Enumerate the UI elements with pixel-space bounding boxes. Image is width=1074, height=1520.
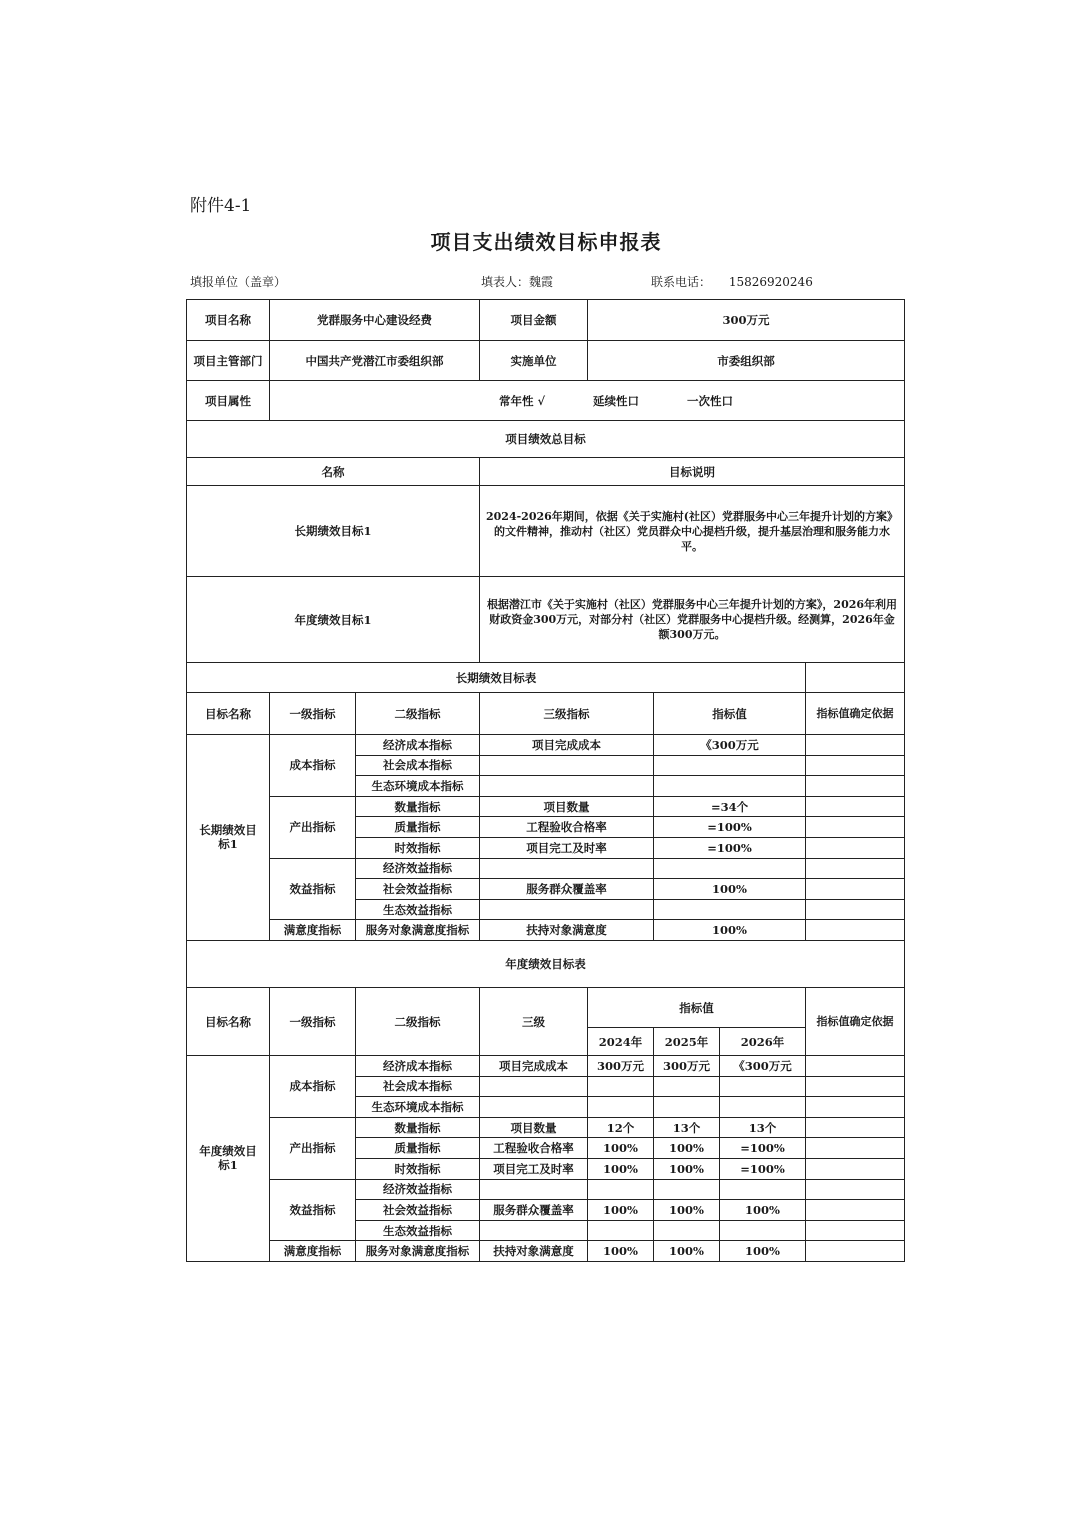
overall-col-name: 名称 (187, 458, 480, 486)
level2-indicator: 数量指标 (356, 1117, 480, 1138)
header-level3: 三级指标 (480, 693, 654, 735)
indicator-basis (806, 776, 905, 797)
level3-indicator: 扶持对象满意度 (480, 1241, 588, 1262)
indicator-value-year (720, 1076, 806, 1097)
level3-indicator (480, 776, 654, 797)
level2-indicator: 社会成本指标 (356, 755, 480, 776)
indicator-value: 100% (654, 920, 806, 941)
overall-col-desc: 目标说明 (480, 458, 905, 486)
level3-indicator: 项目完工及时率 (480, 1158, 588, 1179)
indicator-basis (806, 755, 905, 776)
level2-indicator: 社会效益指标 (356, 879, 480, 900)
indicator-value-year: 12个 (588, 1117, 654, 1138)
indicator-value-year: 100% (654, 1200, 720, 1221)
indicator-value-year (654, 1097, 720, 1118)
indicator-value-year (720, 1220, 806, 1241)
level2-indicator: 时效指标 (356, 1158, 480, 1179)
indicator-value-year (654, 1220, 720, 1241)
indicator-value-year: 100% (720, 1200, 806, 1221)
impl-unit-value: 市委组织部 (588, 341, 905, 381)
goal-name-cell: 长期绩效目标1 (187, 735, 270, 941)
project-amount-label: 项目金额 (480, 300, 588, 341)
phone-label: 联系电话： (651, 275, 712, 289)
table-row (187, 988, 905, 1028)
indicator-value: 《300万元 (654, 735, 806, 756)
indicator-basis (806, 1097, 905, 1118)
indicator-value (654, 776, 806, 797)
level2-indicator: 时效指标 (356, 837, 480, 858)
level1-indicator: 满意度指标 (270, 920, 356, 941)
goal-description: 2024-2026年期间，依据《关于实施村(社区）党群服务中心三年提升计划的方案》的文件精神，推动村（社区）党员群众中心提档升级，提升基层治理和服务能力水平。 (480, 486, 905, 577)
table-row (187, 693, 905, 735)
level1-indicator: 产出指标 (270, 796, 356, 858)
filler-name: 填表人：魏霞 (481, 275, 554, 289)
table-row (187, 858, 905, 879)
table-row (187, 486, 905, 577)
level2-indicator: 生态环境成本指标 (356, 776, 480, 797)
level3-indicator: 工程验收合格率 (480, 1138, 588, 1159)
level2-indicator: 质量指标 (356, 1138, 480, 1159)
level3-indicator: 项目数量 (480, 1117, 588, 1138)
indicator-value: 100% (654, 879, 806, 900)
level2-indicator: 生态效益指标 (356, 899, 480, 920)
level1-indicator: 成本指标 (270, 1056, 356, 1118)
level2-indicator: 服务对象满意度指标 (356, 1241, 480, 1262)
level3-indicator: 项目数量 (480, 796, 654, 817)
table-row (187, 381, 905, 421)
level2-indicator: 社会成本指标 (356, 1076, 480, 1097)
basic-info-table (186, 299, 905, 663)
indicator-value (654, 858, 806, 879)
overall-goal-section-title: 项目绩效总目标 (187, 421, 905, 458)
header-basis: 指标值确定依据 (806, 988, 905, 1056)
page-title: 项目支出绩效目标申报表 (430, 230, 662, 254)
level1-indicator: 成本指标 (270, 735, 356, 797)
goal-name: 年度绩效目标1 (187, 577, 480, 663)
attr-option-regular[interactable]: 常年性 √ (498, 393, 546, 408)
dept-label: 项目主管部门 (187, 341, 270, 381)
phone-number: 15826920246 (728, 275, 813, 289)
project-name-value: 党群服务中心建设经费 (270, 300, 480, 341)
indicator-value-year: =100% (720, 1158, 806, 1179)
indicator-value-year: =100% (720, 1138, 806, 1159)
header-level2: 二级指标 (356, 693, 480, 735)
table-row (187, 421, 905, 458)
table-row (187, 341, 905, 381)
level2-indicator: 生态效益指标 (356, 1220, 480, 1241)
indicator-value-year: 100% (588, 1158, 654, 1179)
level3-indicator (480, 1179, 588, 1200)
level2-indicator: 社会效益指标 (356, 1200, 480, 1221)
header-level3: 三级 (480, 988, 588, 1056)
table-row (187, 1056, 905, 1077)
level3-indicator (480, 1220, 588, 1241)
indicator-basis (806, 920, 905, 941)
indicator-value (654, 899, 806, 920)
table-row (187, 920, 905, 941)
level3-indicator (480, 858, 654, 879)
level3-indicator (480, 899, 654, 920)
table-row (187, 577, 905, 663)
indicator-value-year (588, 1076, 654, 1097)
indicator-value-year (588, 1220, 654, 1241)
level3-indicator: 项目完成成本 (480, 1056, 588, 1077)
header-value: 指标值 (654, 693, 806, 735)
indicator-value: =100% (654, 817, 806, 838)
level2-indicator: 经济效益指标 (356, 858, 480, 879)
indicator-basis (806, 817, 905, 838)
level3-indicator: 服务群众覆盖率 (480, 879, 654, 900)
indicator-value-year (588, 1097, 654, 1118)
indicator-basis (806, 858, 905, 879)
contact-phone (651, 273, 813, 290)
indicator-basis (806, 837, 905, 858)
reporting-unit-label: 填报单位（盖章） (190, 275, 287, 289)
level1-indicator: 满意度指标 (270, 1241, 356, 1262)
indicator-value-year: 300万元 (654, 1056, 720, 1077)
project-name-label: 项目名称 (187, 300, 270, 341)
table-row (187, 1241, 905, 1262)
level1-indicator: 产出指标 (270, 1117, 356, 1179)
attachment-label: 附件4-1 (190, 196, 252, 216)
indicator-basis (806, 796, 905, 817)
level2-indicator: 生态环境成本指标 (356, 1097, 480, 1118)
indicator-basis (806, 1158, 905, 1179)
indicator-value-year: 100% (654, 1241, 720, 1262)
indicator-basis (806, 1200, 905, 1221)
goal-description: 根据潜江市《关于实施村（社区）党群服务中心三年提升计划的方案》，2026年利用财政资金300万元，对部分村（社区）党群服务中心提档升级。经测算，2026年金额300万元。 (480, 577, 905, 663)
level2-indicator: 经济成本指标 (356, 735, 480, 756)
project-amount-value: 300万元 (588, 300, 905, 341)
attr-option-onetime[interactable]: 一次性口 (687, 393, 734, 408)
indicator-value-year: 100% (654, 1158, 720, 1179)
header-value: 指标值 (588, 988, 806, 1028)
indicator-basis (806, 899, 905, 920)
header-goal-name: 目标名称 (187, 988, 270, 1056)
level3-indicator: 项目完工及时率 (480, 837, 654, 858)
indicator-basis (806, 1179, 905, 1200)
level2-indicator: 数量指标 (356, 796, 480, 817)
header-year: 2025年 (654, 1028, 720, 1056)
indicator-value-year: 100% (654, 1138, 720, 1159)
longterm-goal-table (186, 662, 905, 941)
goal-name: 长期绩效目标1 (187, 486, 480, 577)
indicator-value-year: 100% (588, 1138, 654, 1159)
table-row (187, 663, 905, 693)
indicator-value-year (720, 1179, 806, 1200)
indicator-basis (806, 1076, 905, 1097)
indicator-value-year (720, 1097, 806, 1118)
indicator-value-year (654, 1179, 720, 1200)
level3-indicator: 工程验收合格率 (480, 817, 654, 838)
indicator-basis (806, 1056, 905, 1077)
level3-indicator (480, 755, 654, 776)
level3-indicator (480, 1076, 588, 1097)
attr-option-continuing[interactable]: 延续性口 (593, 393, 640, 408)
impl-unit-label: 实施单位 (480, 341, 588, 381)
level3-indicator: 扶持对象满意度 (480, 920, 654, 941)
header-year: 2026年 (720, 1028, 806, 1056)
indicator-value (654, 755, 806, 776)
header-basis: 指标值确定依据 (806, 693, 905, 735)
goal-name-cell: 年度绩效目标1 (187, 1056, 270, 1262)
header-year: 2024年 (588, 1028, 654, 1056)
header-level1: 一级指标 (270, 693, 356, 735)
level1-indicator: 效益指标 (270, 1179, 356, 1241)
level1-indicator: 效益指标 (270, 858, 356, 920)
indicator-value-year (654, 1076, 720, 1097)
level2-indicator: 质量指标 (356, 817, 480, 838)
level2-indicator: 经济成本指标 (356, 1056, 480, 1077)
table-row (187, 735, 905, 756)
indicator-value-year: 100% (588, 1200, 654, 1221)
table-row (187, 1117, 905, 1138)
indicator-value: =100% (654, 837, 806, 858)
indicator-value-year: 13个 (720, 1117, 806, 1138)
attr-label: 项目属性 (187, 381, 270, 421)
level3-indicator: 服务群众覆盖率 (480, 1200, 588, 1221)
table-row (187, 796, 905, 817)
header-goal-name: 目标名称 (187, 693, 270, 735)
level3-indicator (480, 1097, 588, 1118)
table-row (187, 300, 905, 341)
level2-indicator: 经济效益指标 (356, 1179, 480, 1200)
indicator-value-year: 300万元 (588, 1056, 654, 1077)
level2-indicator: 服务对象满意度指标 (356, 920, 480, 941)
header-level1: 一级指标 (270, 988, 356, 1056)
header-level2: 二级指标 (356, 988, 480, 1056)
indicator-value-year: 100% (588, 1241, 654, 1262)
table-row (187, 458, 905, 486)
indicator-basis (806, 735, 905, 756)
indicator-basis (806, 1241, 905, 1262)
empty-cell (806, 663, 905, 693)
indicator-value-year: 13个 (654, 1117, 720, 1138)
indicator-basis (806, 1220, 905, 1241)
indicator-basis (806, 879, 905, 900)
table-row (187, 1179, 905, 1200)
attr-options (270, 381, 905, 421)
indicator-value-year: 100% (720, 1241, 806, 1262)
table-row (187, 941, 905, 988)
level3-indicator: 项目完成成本 (480, 735, 654, 756)
longterm-section-title: 长期绩效目标表 (187, 663, 806, 693)
dept-value: 中国共产党潜江市委组织部 (270, 341, 480, 381)
indicator-basis (806, 1117, 905, 1138)
indicator-value-year (588, 1179, 654, 1200)
indicator-value-year: 《300万元 (720, 1056, 806, 1077)
annual-goal-table (186, 940, 905, 1262)
indicator-basis (806, 1138, 905, 1159)
annual-section-title: 年度绩效目标表 (187, 941, 905, 988)
indicator-value: =34个 (654, 796, 806, 817)
